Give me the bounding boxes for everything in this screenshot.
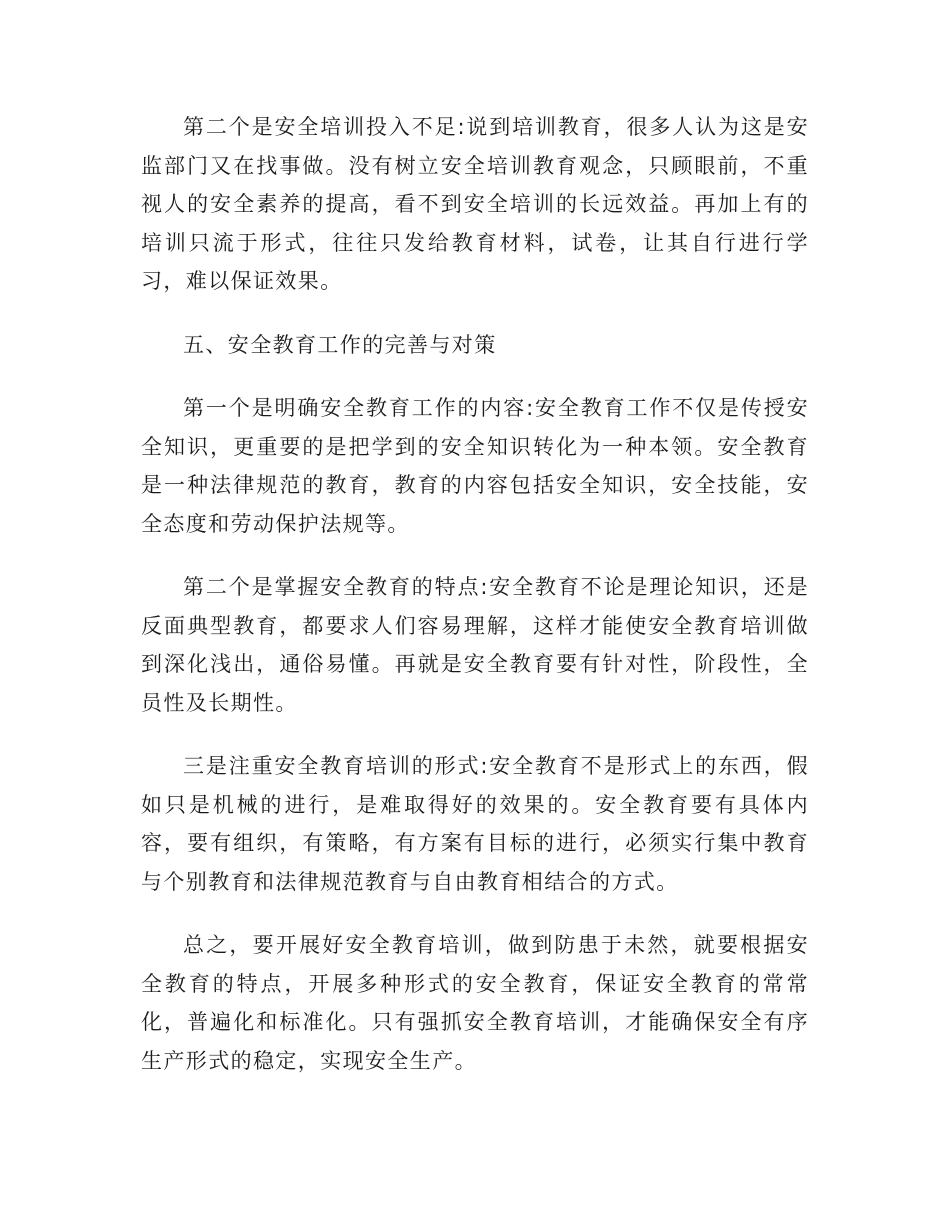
document-page	[141, 108, 809, 1105]
paragraph-education-content: 第一个是明确安全教育工作的内容:安全教育工作不仅是传授安全知识，更重要的是把学到的安全知识转化为一种本领。安全教育是一种法律规范的教育，教育的内容包括安全知识，安全技能，安全态度和劳动保护法规等。	[141, 396, 809, 536]
paragraph-training-investment: 第二个是安全培训投入不足:说到培训教育，很多人认为这是安监部门又在找事做。没有树立安全培训教育观念，只顾眼前，不重视人的安全素养的提高，看不到安全培训的长远效益。再加上有的培训只流于形式，往往只发给教育材料，试卷，让其自行进行学习，难以保证效果。	[141, 115, 809, 293]
paragraph-education-features: 第二个是掌握安全教育的特点:安全教育不论是理论知识，还是反面典型教育，都要求人们容易理解，这样才能使安全教育培训做到深化浅出，通俗易懂。再就是安全教育要有针对性，阶段性，全员性及长期性。	[141, 575, 809, 715]
section-heading-five: 五、安全教育工作的完善与对策	[183, 332, 497, 357]
paragraph-conclusion: 总之，要开展好安全教育培训，做到防患于未然，就要根据安全教育的特点，开展多种形式的安全教育，保证安全教育的常常化，普遍化和标准化。只有强抓安全教育培训，才能确保安全有序生产形式的稳定，实现安全生产。	[141, 933, 809, 1073]
paragraph-training-forms: 三是注重安全教育培训的形式:安全教育不是形式上的东西，假如只是机械的进行，是难取得好的效果的。安全教育要有具体内容，要有组织，有策略，有方案有目标的进行，必须实行集中教育与个别教育和法律规范教育与自由教育相结合的方式。	[141, 754, 809, 894]
